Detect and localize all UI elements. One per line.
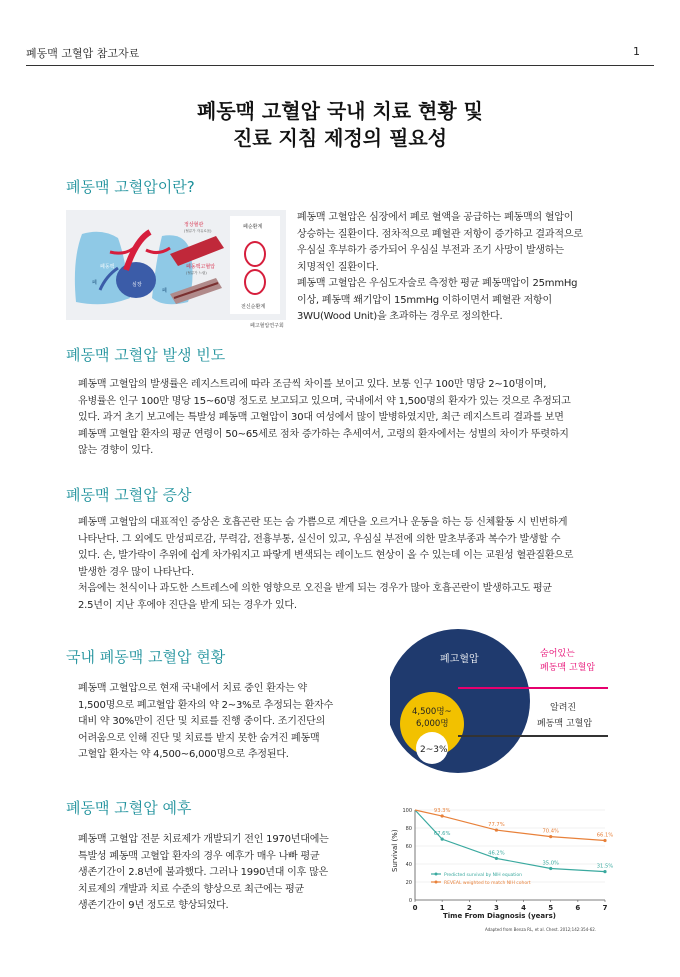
lung-left-label: 폐 (92, 280, 97, 286)
x-tick-label: 6 (575, 904, 581, 912)
x-tick-label: 1 (439, 904, 445, 912)
page-number: 1 (633, 45, 640, 58)
section1-paragraph1 (297, 210, 642, 326)
s5-line: 폐동맥 고혈압 전문 치료제가 개발되기 전인 1970년대에는 (78, 834, 329, 845)
data-label-1: 93.3% (433, 808, 451, 815)
y-tick-label: 60 (405, 844, 412, 850)
s4-line: 대비 약 30%만이 진단 및 치료를 진행 중이다. 조기진단의 (78, 716, 326, 727)
section5-paragraph (78, 832, 390, 915)
page-title-line1: 폐동맥 고혈압 국내 치료 현황 및 (197, 99, 483, 123)
series-point-1 (603, 839, 606, 842)
chart-xlabel: Time From Diagnosis (years) (443, 912, 556, 920)
section3-heading: 폐동맥 고혈압 증상 (66, 486, 192, 504)
s2-line: 있다. 과거 초기 보고에는 특발성 폐동맥 고혈압이 30대 여성에서 많이 발병하였지만, 최근 레지스트리 결과를 보면 (78, 412, 564, 423)
series-point-0 (549, 867, 552, 870)
chart-legend (431, 872, 531, 886)
section3-paragraph (78, 515, 643, 614)
section4-paragraph (78, 681, 390, 764)
series-point-1 (549, 835, 552, 838)
pah-vessel-label: 폐동맥고혈압 (186, 264, 215, 270)
s1-line: 3WU(Wood Unit)을 초과하는 경우로 정의한다. (297, 311, 503, 322)
heart-label: 심장 (132, 282, 142, 288)
systemic-circulation-label: 전신순환계 (241, 304, 266, 310)
s3-line: 2.5년이 지난 후에야 진단을 받게 되는 경우가 있다. (78, 599, 297, 611)
series-point-0 (603, 870, 606, 873)
s1-line: 이상, 폐동맥 쐐기압이 15mmHg 이하이면서 폐혈관 저항이 (297, 294, 552, 306)
data-label-1: 77.7% (488, 822, 505, 829)
page-title (0, 98, 680, 152)
section2-heading: 폐동맥 고혈압 발생 빈도 (66, 346, 226, 364)
s5-line: 특발성 폐동맥 고혈압 환자의 경우 예후가 매우 나빠 평균 (78, 850, 320, 862)
s1-line: 치명적인 질환이다. (297, 261, 379, 273)
s1-line: 상승하는 질환이다. 점차적으로 폐혈관 저항이 증가하고 결과적으로 (297, 228, 583, 240)
hidden-label-line2: 폐동맥 고혈압 (540, 663, 596, 673)
s1-line: 폐동맥 고혈압은 심장에서 폐로 혈액을 공급하는 폐동맥의 혈압이 (297, 212, 574, 223)
pah-vessel-sub: (혈류가 느림) (186, 271, 207, 275)
s1-line: 우심실 후부하가 증가되어 우심실 부전과 조기 사망이 발생하는 (297, 245, 564, 256)
x-tick-label: 5 (548, 904, 554, 912)
x-tick-label: 7 (602, 904, 608, 912)
x-tick-label: 0 (412, 904, 418, 912)
s4-line: 1,500명으로 폐고혈압 환자의 약 2~3%로 추정되는 환자수 (78, 699, 334, 711)
y-tick-label: 0 (408, 898, 412, 904)
s3-line: 폐동맥 고혈압의 대표적인 증상은 호흡곤란 또는 숨 가쁨으로 계단을 오르거나 운동을 하는 등 신체활동 시 빈번하게 (78, 517, 568, 528)
data-label-0: 31.5% (596, 863, 614, 870)
s3-line: 있다. 손, 발가락이 추위에 쉽게 차가워지고 파랗게 변색되는 레이노드 현상이 올 수 있는데 이는 교원성 혈관질환으로 (78, 550, 574, 561)
s4-line: 고혈압 환자는 약 4,500~6,000명으로 추정된다. (78, 749, 289, 760)
s3-line: 발생한 경우 많이 나타난다. (78, 566, 194, 578)
s2-line: 유병률은 인구 100만 명당 15~60명 정도로 보고되고 있으며, 국내에서 약 1,500명의 환자가 있는 것으로 추정되고 (78, 395, 571, 407)
section5-heading: 폐동맥 고혈압 예후 (66, 799, 192, 817)
normal-vessel-label: 정상혈관 (184, 222, 204, 228)
series-point-0 (495, 857, 498, 860)
s4-line: 어려움으로 인해 진단 및 치료를 받지 못한 숨겨진 폐동맥 (78, 732, 320, 744)
hidden-label-line1: 숨어있는 (540, 649, 575, 659)
normal-vessel-sub: (혈류가 자유로움) (184, 229, 212, 233)
known-pct-label: 2~3% (420, 745, 448, 755)
hidden-count-line1: 4,500명~ (412, 707, 452, 717)
series-point-1 (495, 828, 498, 831)
s2-line: 폐동맥 고혈압의 발생률은 레지스트리에 따라 조금씩 차이를 보이고 있다. 보통 인구 100만 명당 2~10명이며, (78, 379, 547, 390)
heart-shape (116, 262, 156, 298)
x-tick-label: 2 (466, 904, 472, 912)
data-label-0: 46.2% (488, 850, 505, 857)
s4-line: 폐동맥 고혈압으로 현재 국내에서 치료 중인 환자는 약 (78, 683, 307, 694)
y-tick-label: 80 (405, 826, 412, 832)
y-tick-label: 100 (402, 808, 412, 814)
section1-heading: 폐동맥 고혈압이란? (66, 178, 195, 196)
s2-line: 폐동맥 고혈압 환자의 평균 연령이 50~65세로 점차 증가하는 추세여서, 고령의 환자에서는 성별의 차이가 뚜렷하지 (78, 428, 569, 440)
pah-illustration (66, 210, 286, 320)
x-tick-label: 4 (521, 904, 527, 912)
survival-chart (385, 800, 650, 935)
legend-marker-reveal (435, 881, 438, 884)
known-label-line1: 알려진 (550, 703, 577, 713)
section4-heading: 국내 폐동맥 고혈압 현황 (66, 648, 226, 666)
series-line-0 (415, 810, 605, 872)
pulmonary-artery-label: 폐동맥 (100, 264, 115, 270)
x-tick-label: 3 (493, 904, 499, 912)
legend-marker-predicted (435, 873, 438, 876)
chart-source: Adapted from Benza RL, et al. Chest. 2012;142:354-62. (485, 927, 597, 932)
series-point-1 (441, 814, 444, 817)
legend-label-reveal: REVEAL weighted to match NIH cohort (444, 881, 531, 886)
hidden-count-line2: 6,000명 (416, 719, 449, 729)
y-tick-label: 20 (405, 880, 412, 886)
s3-line: 나타난다. 그 외에도 만성피로감, 무력감, 전흉부통, 실신이 있고, 우심실 부전에 의한 말초부종과 복수가 발생할 수 (78, 533, 561, 545)
data-label-0: 35.0% (542, 860, 559, 867)
legend-label-predicted: Predicted survival by NIH equation (444, 873, 522, 878)
data-label-1: 70.4% (542, 828, 559, 835)
known-label-line2: 폐동맥 고혈압 (537, 719, 593, 729)
chart-ylabel: Survival (%) (391, 829, 399, 872)
s3-line: 처음에는 천식이나 과도한 스트레스에 의한 영향으로 오진을 받게 되는 경우가 많아 호흡곤란이 발생하고도 평균 (78, 583, 552, 594)
pulmonary-circulation-label: 폐순환계 (243, 224, 263, 230)
s2-line: 않는 경향이 있다. (78, 445, 154, 456)
series-point-0 (441, 838, 444, 841)
s5-line: 생존기간이 9년 정도로 향상되었다. (78, 900, 229, 911)
page-title-line2: 진료 지침 제정의 필요성 (232, 126, 448, 150)
y-tick-label: 40 (405, 862, 412, 868)
section2-paragraph (78, 377, 643, 460)
s5-line: 생존기간이 2.8년에 불과했다. 그러나 1990년대 이후 많은 (78, 867, 329, 878)
s1-line: 폐동맥 고혈압은 우심도자술로 측정한 평균 폐동맥압이 25mmHg (297, 278, 578, 289)
s5-line: 치료제의 개발과 치료 수준의 향상으로 최근에는 평균 (78, 883, 304, 895)
header-divider (26, 65, 654, 66)
lung-right-label: 폐 (162, 288, 167, 294)
illustration-caption: 폐고혈압연구회 (250, 323, 284, 329)
prevalence-diagram (390, 626, 640, 776)
header-doc-label: 폐동맥 고혈압 참고자료 (26, 47, 140, 60)
data-label-1: 66.1% (596, 832, 614, 839)
big-circle-label: 폐고혈압 (440, 654, 479, 665)
data-label-0: 67.6% (433, 831, 451, 838)
